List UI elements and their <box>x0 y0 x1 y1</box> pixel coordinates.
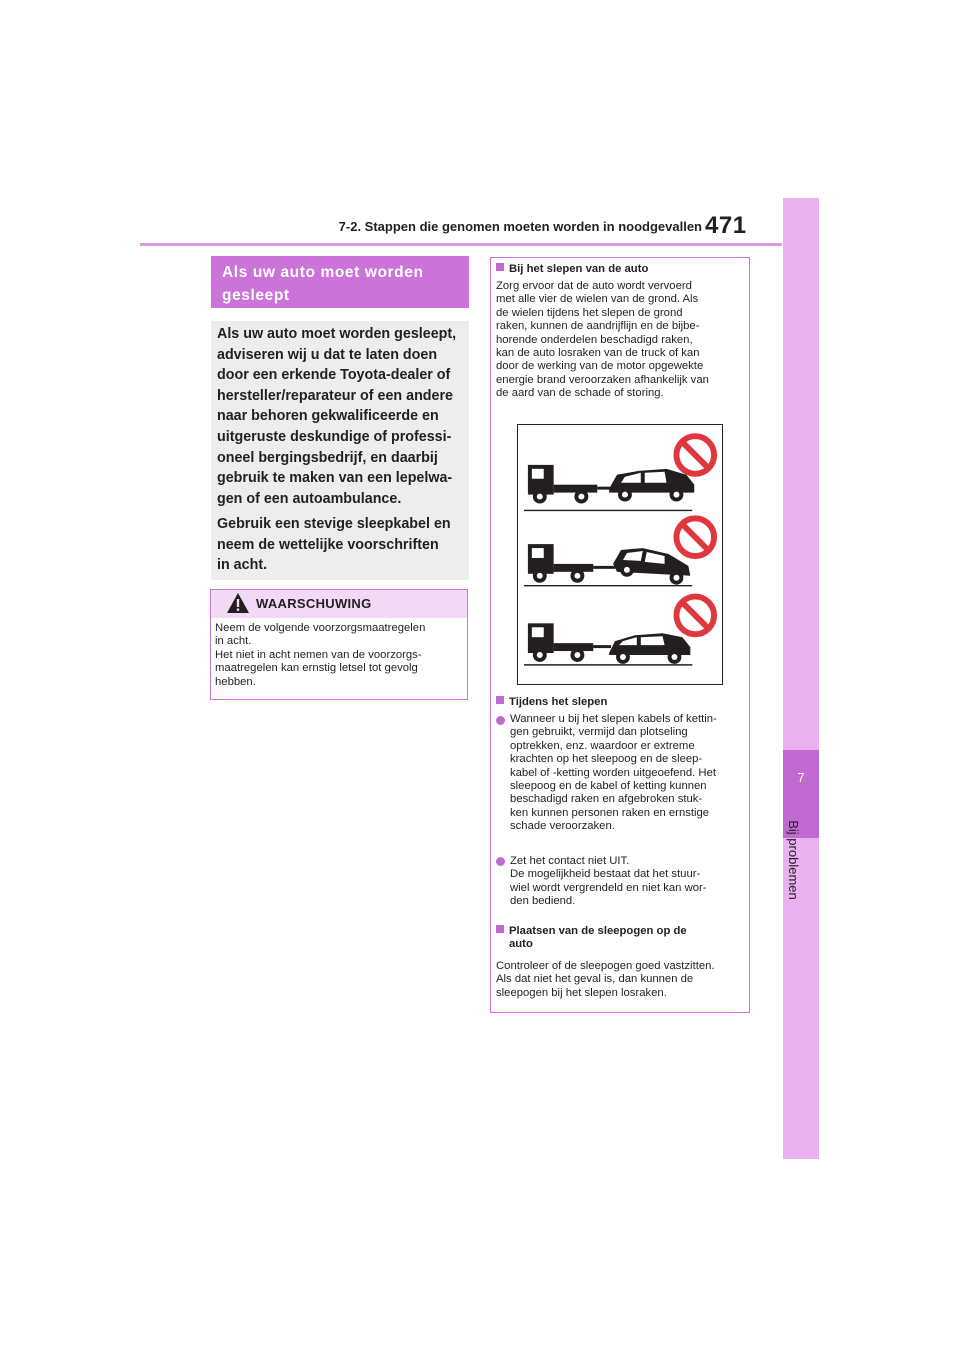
intro-paragraph: Als uw auto moet worden gesleept, adviseren wij u dat te laten doen door een erkende Toyota-dealer of hersteller/reparateur of een andere naar behoren gekwalificeerde en uitgeruste deskundige of professi- oneel bergingsbedrijf, en daarbij gebruik te maken van een lepelwa- gen of een autoambulance. <box>217 326 457 507</box>
mount-heading-line2: auto <box>509 938 533 951</box>
warning-triangle-icon <box>226 592 250 614</box>
tow-truck-icon <box>528 465 617 504</box>
during-towing-heading <box>496 696 744 709</box>
square-bullet-icon <box>496 925 504 933</box>
towing-illustration <box>517 424 723 685</box>
intro-paragraph: Gebruik een stevige sleepkabel en neem de wettelijke voorschriften in acht. <box>217 516 451 574</box>
towing-text: Zorg ervoor dat de auto wordt vervoerd met alle vier de wielen van de grond. Als de wielen tijdens het slepen de grond raken, kunnen de aandrijflijn en de bijbe- horende onderdelen beschadigd raken, kan de auto losraken van de truck of kan door de werking van de motor opgewekte energie brand veroorzaken afhankelijk van de aard van de schade of storing. <box>496 280 709 400</box>
tow-truck-icon <box>528 544 615 583</box>
section-heading: Als uw auto moet worden gesleept <box>222 264 424 304</box>
tow-truck-icon <box>528 623 611 662</box>
section-title: 7-2. Stappen die genomen moeten worden in noodgevallen <box>338 219 702 234</box>
square-bullet-icon <box>496 263 504 271</box>
round-bullet-icon <box>496 716 505 725</box>
round-bullet-icon <box>496 857 505 866</box>
car-icon <box>613 548 690 585</box>
page-number: 471 <box>705 212 747 239</box>
warning-text: Neem de volgende voorzorgsmaatregelen in acht. Het niet in acht nemen van de voorzorgs- maatregelen kan ernstig letsel tot gevolg hebben. <box>215 622 426 688</box>
towing-heading-text: Bij het slepen van de auto <box>509 263 649 275</box>
chapter-label: Bij problemen <box>786 820 801 900</box>
bullet-text: Wanneer u bij het slepen kabels of kettin- gen gebruikt, vermijd dan plotseling optrekken, enz. waardoor er extreme krachten op het sleepoog en de sleep- kabel of -ketting worden uitgeoefend. Het sleepoog en de kabel of ketting kunnen beschadigd raken en afgebroken stuk- ken kunnen personen raken en ernstige schade veroorzaken. <box>510 713 717 833</box>
prohibition-icon <box>676 518 714 556</box>
mount-heading-line1: Plaatsen van de sleepogen op de <box>509 925 687 937</box>
mount-tow-eyelets-heading <box>496 925 744 952</box>
chapter-number: 7 <box>797 770 805 785</box>
towing-heading <box>496 263 744 276</box>
header-divider <box>140 243 782 246</box>
square-bullet-icon <box>496 696 504 704</box>
warning-title: WAARSCHUWING <box>256 596 372 611</box>
car-icon <box>609 469 694 502</box>
car-icon <box>609 633 690 664</box>
bullet-text: Zet het contact niet UIT. De mogelijkheid bestaat dat het stuur- wiel wordt vergrendeld en niet kan wor- den bediend. <box>510 855 707 908</box>
prohibition-icon <box>676 597 714 635</box>
prohibition-icon <box>676 436 714 474</box>
mount-text: Controleer of de sleepogen goed vastzitten. Als dat niet het geval is, dan kunnen de sleepogen bij het slepen losraken. <box>496 960 715 999</box>
during-towing-heading-text: Tijdens het slepen <box>509 696 608 708</box>
chapter-side-tab <box>783 198 819 1159</box>
